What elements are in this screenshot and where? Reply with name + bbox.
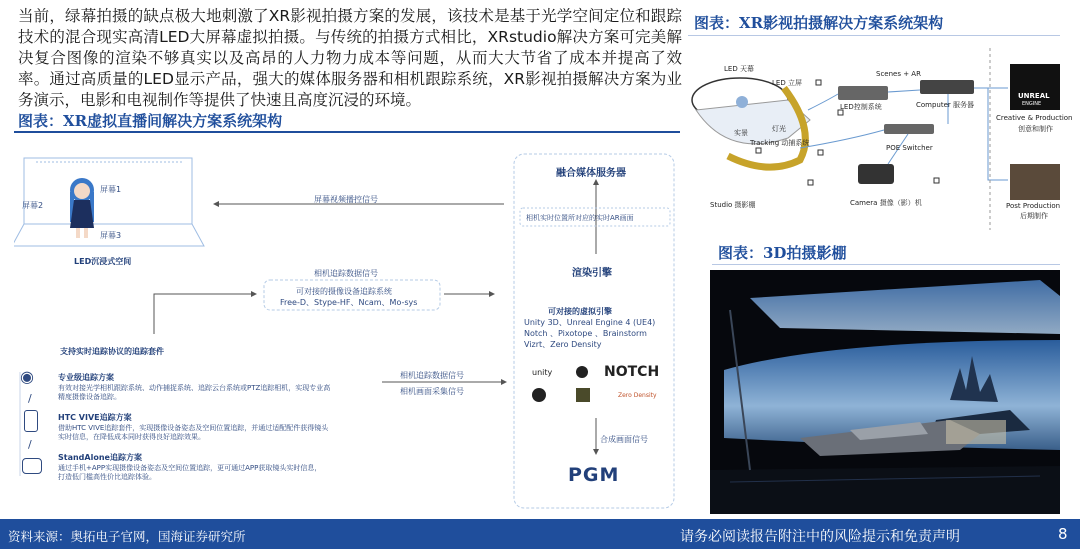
computer-server-label: Computer 服务器 [916, 101, 975, 109]
tracking-systems-title: 可对接的摄像设备追踪系统 [296, 287, 392, 296]
led-wall-label: LED 立屏 [772, 79, 802, 87]
pixotope-logo-icon [532, 388, 546, 402]
engines-line3: Vizrt、Zero Density [524, 340, 602, 349]
xr-live-room-diagram [14, 136, 684, 520]
poe-switcher-label: POE Switcher [886, 144, 933, 152]
kit-desc-pro-2: 精度摄像设备追踪。 [58, 393, 121, 401]
tracking-data-label: 相机追踪数据信号 [314, 269, 378, 278]
screen1-label: 屏幕1 [100, 185, 122, 194]
scene-label: 实景 [734, 129, 748, 137]
source-note: 资料来源：奥拓电子官网，国海证券研究所 [8, 529, 246, 544]
kit-title-standalone: StandAlone追踪方案 [58, 453, 142, 462]
studio-label: Studio 摄影棚 [710, 201, 756, 209]
led-control-label: LED控制系统 [840, 103, 882, 111]
tracking-systems-list: Free-D、Stype-HF、Ncam、Mo-sys [280, 298, 418, 307]
right-figure1-rule [688, 35, 1060, 36]
ar-frame-label: 相机实时位置所对应的实时AR画面 [526, 214, 634, 222]
3d-studio-photo [710, 270, 1060, 514]
right-figure1-title: 图表：XR影视拍摄解决方案系统架构 [694, 14, 944, 32]
brainstorm-logo-icon [576, 388, 590, 402]
unity-logo: unity [532, 368, 553, 377]
notch-logo: NOTCH [604, 364, 660, 380]
kit-title-pro: 专业级追踪方案 [58, 373, 114, 382]
disclaimer-text: 请务必阅读报告附注中的风险提示和免责声明 [680, 529, 960, 545]
kit-desc-standalone-1: 通过手机+APP实现摄像设备姿态及空间位置追踪，更可通过APP获取镜头实时信息， [58, 464, 322, 472]
led-ceiling-label: LED 天幕 [724, 65, 754, 73]
anime-host-figure [60, 176, 104, 238]
creative-cn-label: 创意和制作 [1018, 125, 1053, 133]
light-label: 灯光 [772, 125, 786, 133]
phone-icon [24, 410, 38, 432]
zero-density-logo: Zero Density [618, 392, 657, 399]
left-title-rule [14, 131, 680, 133]
left-figure-title: 图表：XR虚拟直播间解决方案系统架构 [18, 112, 283, 130]
studio-photo-illustration [710, 270, 1060, 514]
arrow-camera-feed-label: 相机画面采集信号 [400, 387, 464, 396]
post-production-cn-label: 后期制作 [1020, 212, 1048, 220]
engines-title: 可对接的虚拟引擎 [548, 307, 612, 316]
engines-line1: Unity 3D、Unreal Engine 4 (UE4) [524, 318, 656, 327]
camera-label: Camera 摄像（影）机 [850, 199, 922, 207]
unreal-logo-line2: ENGINE [1022, 101, 1042, 107]
kit-desc-vive-2: 实时信息，在降低成本同时获得良好追踪效果。 [58, 433, 205, 441]
kit-title-vive: HTC VIVE追踪方案 [58, 413, 132, 422]
composite-signal-label: 合成画面信号 [600, 435, 648, 444]
video-camera-icon: ◉ [20, 367, 34, 386]
right-figure2-title: 图表：3D拍摄影棚 [718, 244, 847, 262]
media-server-label: 融合媒体服务器 [556, 168, 626, 179]
kit-separator-2: / [28, 438, 32, 451]
tracking-kit-title: 支持实时追踪协议的追踪套件 [60, 347, 164, 356]
arrow-tracking-data-label: 相机追踪数据信号 [400, 371, 464, 380]
kit-desc-pro-1: 有效对接光学相机跟踪系统、动作捕捉系统、追踪云台系统或PTZ追踪相机，实现专业高 [58, 384, 331, 392]
intro-paragraph: 当前，绿幕拍摄的缺点极大地刺激了XR影视拍摄方案的发展，该技术是基于光学空间定位和跟踪技术的混合现实高清LED大屏幕虚拟拍摄。与传统的拍摄方式相比，XRstudio解决方案可完美解决复合图像的渲染不够真实以及高昂的人力物力成本等问题，从而大大节省了成本并提高了效率。通过高质量的LED显示产品，强大的媒体服务器和相机跟踪系统，XR影视拍摄解决方案为业务演示，电影和电视制作等提供了快速且高度沉浸的环境。 [18, 7, 682, 109]
camera-icon [22, 458, 42, 474]
tracking-system-label: Tracking 动捕系统 [750, 139, 810, 147]
render-engine-label: 渲染引擎 [572, 268, 612, 279]
scenes-ar-label: Scenes + AR [876, 70, 921, 78]
kit-desc-standalone-2: 打造低门槛高性价比追踪体验。 [58, 473, 156, 481]
page-number: 8 [1058, 525, 1068, 543]
led-space-label: LED沉浸式空间 [74, 257, 132, 266]
unreal-logo-line1: UNREAL [1018, 92, 1050, 100]
footer-bar [0, 521, 1080, 549]
creative-en-label: Creative & Production [996, 114, 1073, 122]
xr-film-architecture-diagram [688, 40, 1080, 240]
kit-separator-1: / [28, 392, 32, 405]
post-production-en-label: Post Production [1006, 202, 1061, 210]
right-figure2-rule [712, 264, 1060, 265]
engines-line2: Notch 、Pixotope 、Brainstorm [524, 329, 647, 338]
screen3-label: 屏幕3 [100, 231, 122, 240]
pgm-label: PGM [568, 464, 620, 486]
screen2-label: 屏幕2 [22, 201, 44, 210]
unreal-logo-icon [576, 366, 588, 378]
screen-signal-label: 屏幕视频播控信号 [314, 195, 378, 204]
kit-desc-vive-1: 借助HTC VIVE追踪套件，实现摄像设备姿态及空间位置追踪，并通过适配配件获得镜头 [58, 424, 329, 432]
